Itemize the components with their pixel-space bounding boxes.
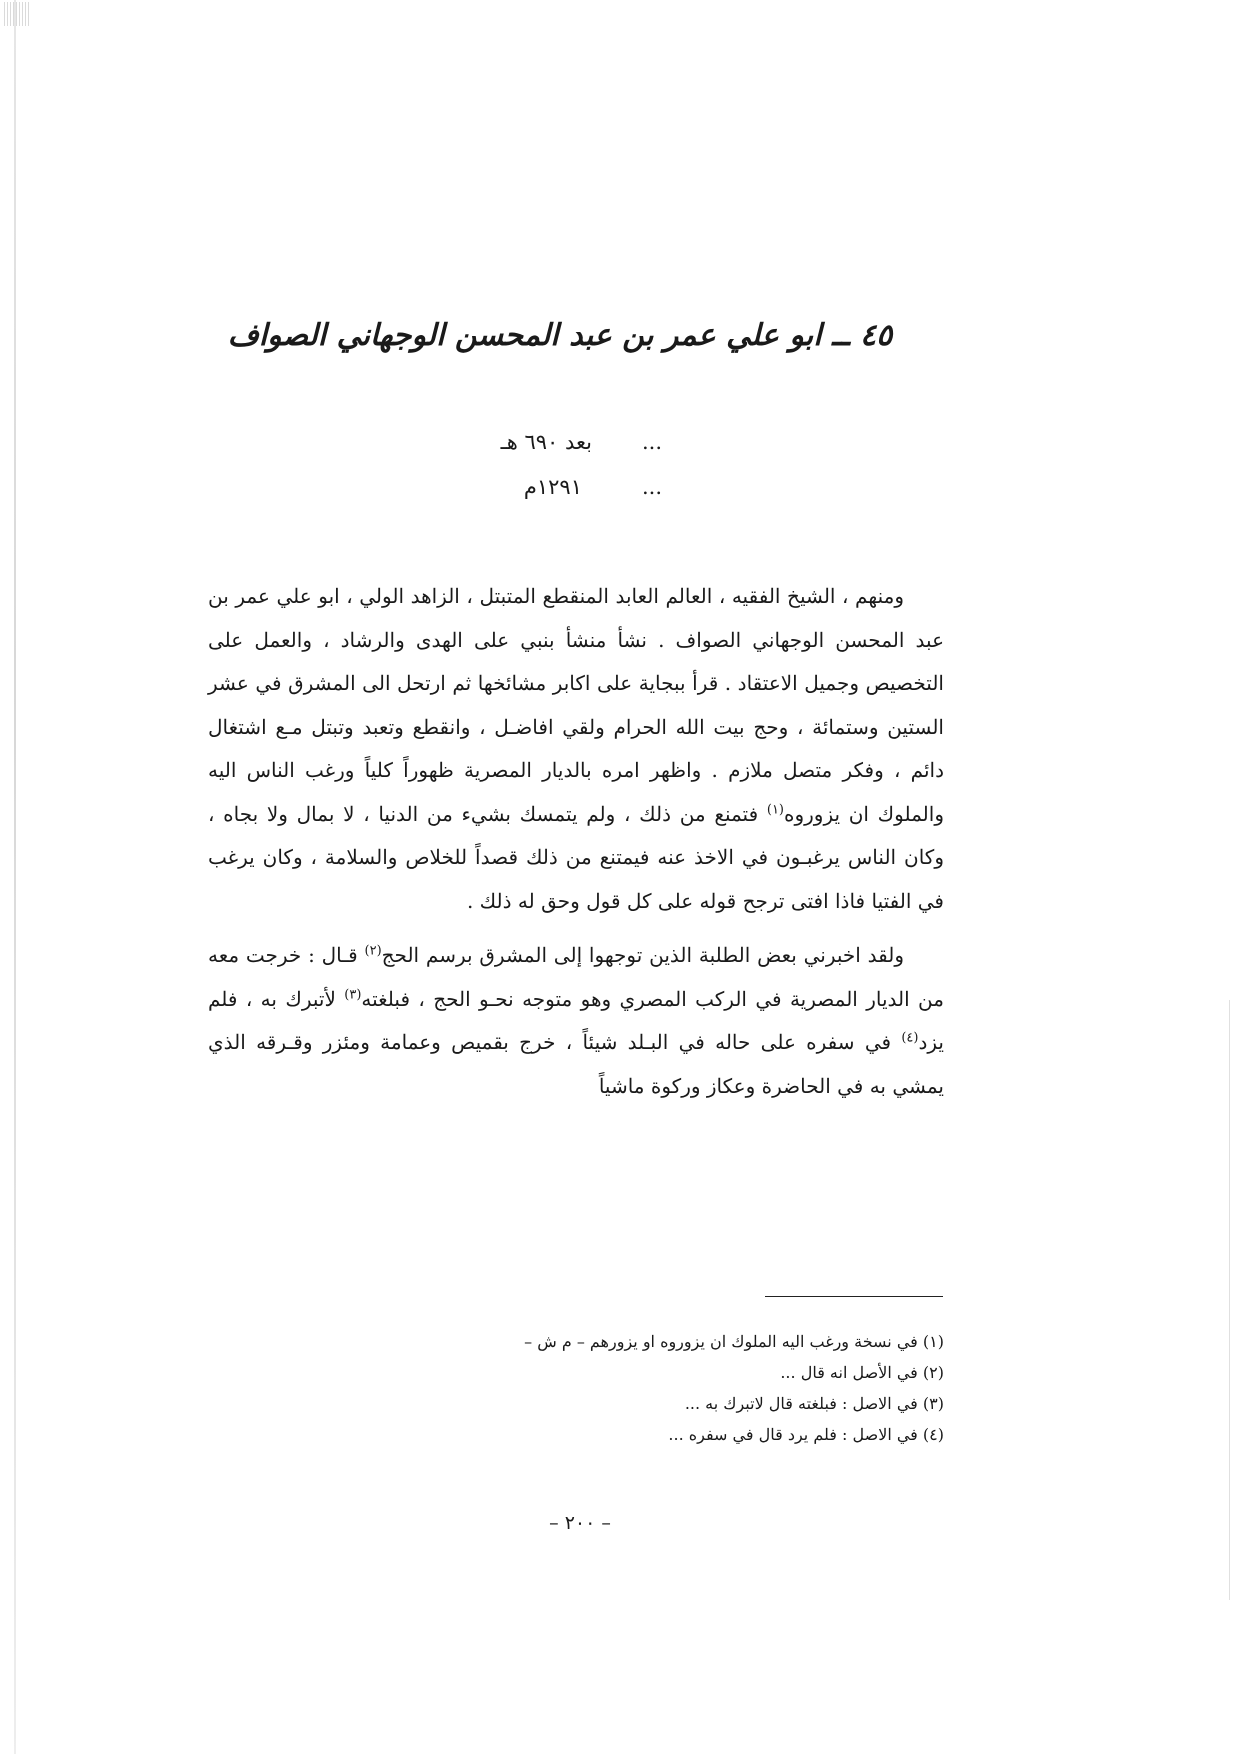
footnote-3: (٣) في الاصل : فبلغته قال لاتبرك به ... bbox=[684, 1394, 944, 1413]
page-number: – ٢٠٠ – bbox=[549, 1512, 611, 1534]
footnote-ref-4: (٤) bbox=[901, 1030, 919, 1046]
paragraph-1-text-b: فتمنع من ذلك ، ولم يتمسك بشيء من الدنيا ، لا بمال ولا بجاه ، وكان الناس يرغبـون في الاخذ عنه فيمتنع من ذلك قصداً للخلاص والسلامة ، وكان يرغب في الفتيا فاذا افتى ترجح قوله على كل قول وحق له ذلك . bbox=[208, 801, 944, 913]
body-text bbox=[208, 575, 944, 1108]
entry-title: ٤٥ ــ ابو علي عمر بن عبد المحسن الوجهاني الصواف bbox=[227, 318, 893, 353]
footnote-ref-2: (٢) bbox=[364, 943, 382, 959]
footnote-ref-1: (١) bbox=[766, 801, 784, 817]
paragraph-1-text-a: ومنهم ، الشيخ الفقيه ، العالم العابد المنقطع المتبتل ، الزاهد الولي ، ابو علي عمر بن عبد المحسن الوجهاني الصواف . نشأ منشأ بنبي على الهدى والرشاد ، والعمل على التخصيص وجميل الاعتقاد . قرأ ببجاية على اكابر مشائخها ثم ارتحل الى المشرق في عشر الستين وستمائة ، وحج بيت الله الحرام ولقي افاضـل ، وانقطع وتعبد وتبتل مـع اشتغال دائم ، وفكر متصل ملازم . واظهر امره بالديار المصرية ظهوراً كلياً ورغب الناس اليه والملوك ان يزوروه bbox=[208, 584, 944, 826]
paragraph-2-text-a: ولقد اخبرني بعض الطلبة الذين توجهوا إلى المشرق برسم الحج bbox=[381, 943, 905, 967]
footnote-4: (٤) في الاصل : فلم يرد قال في سفره ... bbox=[668, 1425, 944, 1444]
footnotes bbox=[208, 1326, 944, 1450]
date-hijri-end: بعد ٦٩٠ هـ bbox=[500, 430, 592, 454]
footnote-1: (١) في نسخة ورغب اليه الملوك ان يزوروه او يزورهم – م ش – bbox=[524, 1332, 944, 1351]
date-greg-start: ... bbox=[641, 475, 662, 499]
paragraph-2-text-d: في سفره على حاله في البـلد شيئاً ، خرج بقميص وعمامة ومئزر وقـرقه الذي يمشي به في الحاضرة وعكاز وركوة ماشياً bbox=[208, 1030, 944, 1098]
footnote-2: (٢) في الأصل انه قال ... bbox=[780, 1363, 944, 1382]
date-hijri-start: ... bbox=[641, 430, 662, 454]
date-greg-end: ١٢٩١م bbox=[523, 475, 582, 499]
paragraph-2 bbox=[208, 934, 944, 1108]
paragraph-2-text-b: قـال : خرجت معه من الديار المصرية في الركب المصري وهو متوجه نحـو الحج ، فبلغته bbox=[208, 943, 944, 1011]
scan-artifact bbox=[4, 2, 30, 26]
footnote-ref-3: (٣) bbox=[344, 986, 362, 1002]
page-edge-line bbox=[1229, 1000, 1230, 1600]
paragraph-1 bbox=[208, 575, 944, 923]
footnote-divider bbox=[765, 1296, 943, 1297]
paragraph-2-text-c: لأتبرك به ، فلم يزد bbox=[208, 986, 944, 1054]
binding-edge bbox=[14, 0, 16, 1754]
